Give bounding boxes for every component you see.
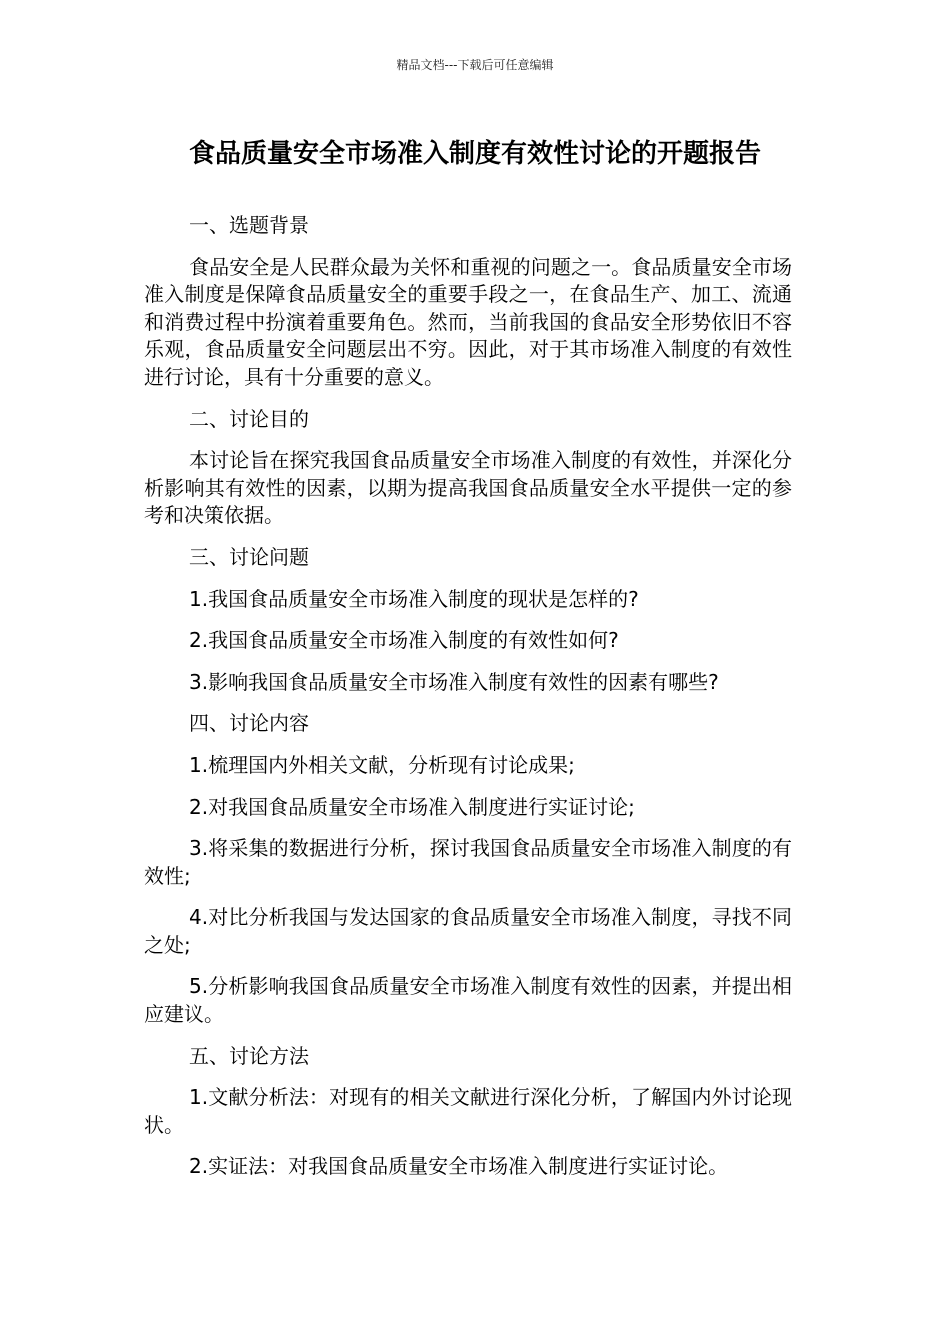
document-title: 食品质量安全市场准入制度有效性讨论的开题报告 [188, 139, 761, 169]
method-item: 2.实证法：对我国食品质量安全市场准入制度进行实证讨论。 [189, 1154, 729, 1179]
header-note: 精品文档---下载后可任意编辑 [396, 58, 554, 72]
content-item: 3.将采集的数据进行分析，探讨我国食品质量安全市场准入制度的有效性; [144, 836, 792, 888]
section-heading-purpose: 二、讨论目的 [189, 406, 309, 431]
content-item: 1.梳理国内外相关文献，分析现有讨论成果; [189, 752, 575, 777]
content-item: 4.对比分析我国与发达国家的食品质量安全市场准入制度，寻找不同之处; [144, 905, 792, 957]
section-heading-methods: 五、讨论方法 [189, 1043, 309, 1068]
content-item: 2.对我国食品质量安全市场准入制度进行实证讨论; [189, 794, 635, 819]
section-heading-content: 四、讨论内容 [189, 711, 309, 736]
section-heading-questions: 三、讨论问题 [189, 544, 309, 569]
question-item: 2.我国食品质量安全市场准入制度的有效性如何? [189, 628, 619, 653]
document-body [144, 212, 792, 1195]
question-item: 3.影响我国食品质量安全市场准入制度有效性的因素有哪些? [189, 669, 719, 694]
question-item: 1.我国食品质量安全市场准入制度的现状是怎样的? [189, 586, 639, 611]
section-heading-background: 一、选题背景 [189, 213, 309, 237]
background-paragraph: 食品安全是人民群众最为关怀和重视的问题之一。食品质量安全市场准入制度是保障食品质量安全的重要手段之一，在食品生产、加工、流通和消费过程中扮演着重要角色。然而，当前我国的食品安全形势依旧不容乐观，食品质量安全问题层出不穷。因此，对于其市场准入制度的有效性进行讨论，具有十分重要的意义。 [144, 254, 792, 389]
content-item: 5.分析影响我国食品质量安全市场准入制度有效性的因素，并提出相应建议。 [144, 974, 792, 1027]
method-item: 1.文献分析法：对现有的相关文献进行深化分析，了解国内外讨论现状。 [144, 1085, 792, 1137]
purpose-paragraph: 本讨论旨在探究我国食品质量安全市场准入制度的有效性，并深化分析影响其有效性的因素，以期为提高我国食品质量安全水平提供一定的参考和决策依据。 [144, 448, 792, 528]
